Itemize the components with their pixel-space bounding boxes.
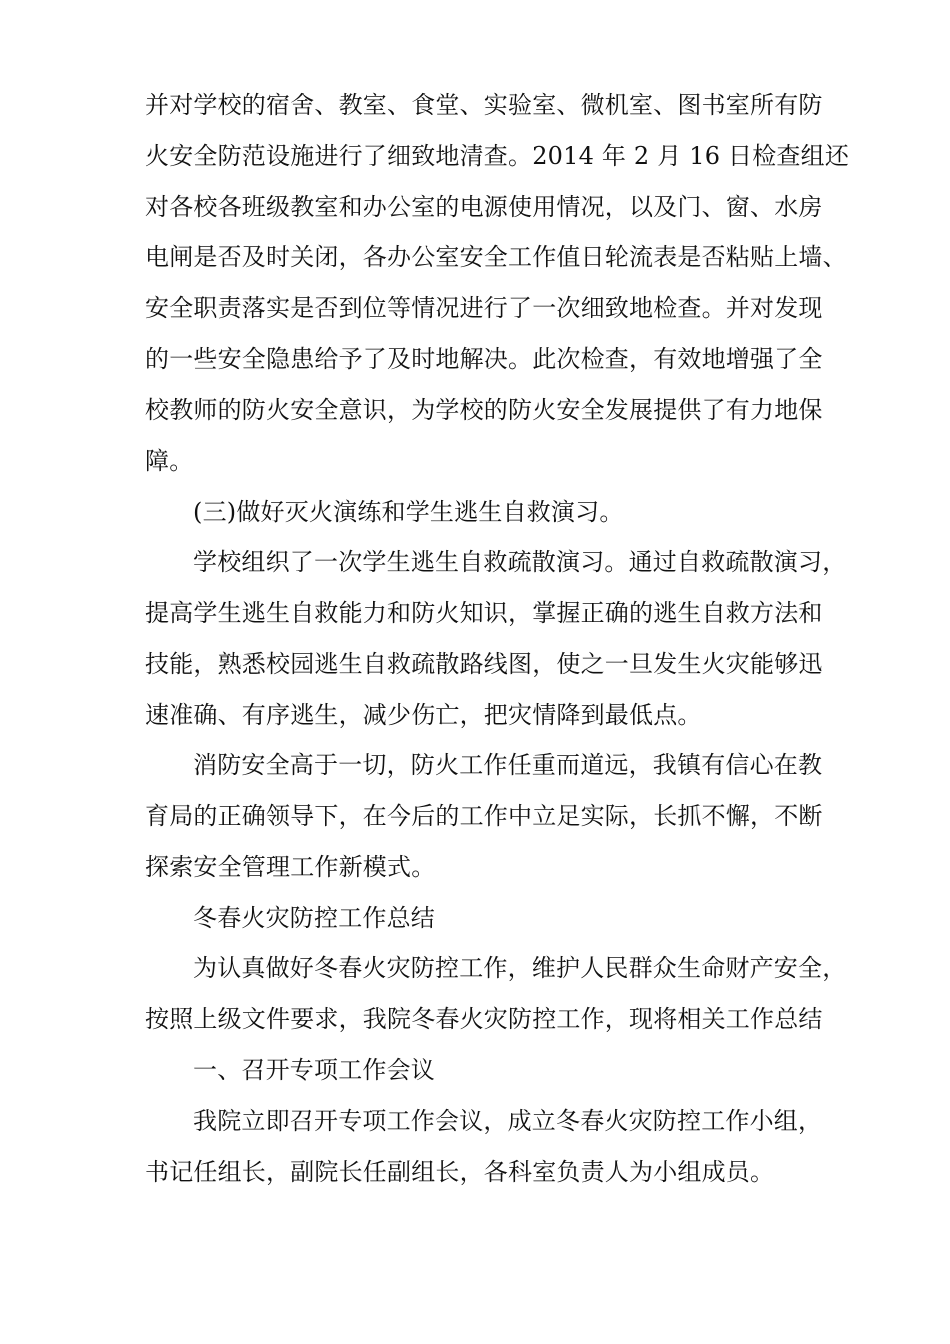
paragraph-line: 速准确、有序逃生，减少伤亡，把灾情降到最低点。 (145, 701, 702, 729)
paragraph-line: 为认真做好冬春火灾防控工作，维护人民群众生命财产安全， (193, 954, 847, 982)
section-heading: (三)做好灭火演练和学生逃生自救演习。 (193, 498, 624, 526)
paragraph-line: 提高学生逃生自救能力和防火知识，掌握正确的逃生自救方法和 (145, 599, 823, 627)
paragraph-line: 探索安全管理工作新模式。 (145, 853, 436, 881)
paragraph-line: 消防安全高于一切，防火工作任重而道远，我镇有信心在教 (193, 751, 823, 779)
paragraph-line: 学校组织了一次学生逃生自救疏散演习。通过自救疏散演习， (193, 548, 847, 576)
paragraph-line: 按照上级文件要求，我院冬春火灾防控工作，现将相关工作总结 (145, 1005, 823, 1033)
section-heading: 一、召开专项工作会议 (193, 1056, 435, 1084)
paragraph-line: 育局的正确领导下，在今后的工作中立足实际，长抓不懈，不断 (145, 802, 823, 830)
paragraph-line: 对各校各班级教室和办公室的电源使用情况，以及门、窗、水房 (145, 193, 823, 221)
paragraph-line: 火安全防范设施进行了细致地清查。2014 年 2 月 16 日检查组还 (145, 142, 850, 170)
paragraph-line: 技能，熟悉校园逃生自救疏散路线图，使之一旦发生火灾能够迅 (145, 650, 823, 678)
paragraph-line: 障。 (145, 447, 194, 475)
paragraph-line: 校教师的防火安全意识，为学校的防火安全发展提供了有力地保 (145, 396, 823, 424)
paragraph-line: 安全职责落实是否到位等情况进行了一次细致地检查。并对发现 (145, 294, 823, 322)
paragraph-line: 书记任组长，副院长任副组长，各科室负责人为小组成员。 (145, 1158, 775, 1186)
paragraph-line: 我院立即召开专项工作会议，成立冬春火灾防控工作小组， (193, 1107, 823, 1135)
paragraph-line: 的一些安全隐患给予了及时地解决。此次检查，有效地增强了全 (145, 345, 823, 373)
paragraph-line: 电闸是否及时关闭，各办公室安全工作值日轮流表是否粘贴上墙、 (145, 243, 847, 271)
document-title: 冬春火灾防控工作总结 (193, 904, 435, 932)
paragraph-line: 并对学校的宿舍、教室、食堂、实验室、微机室、图书室所有防 (145, 91, 823, 119)
